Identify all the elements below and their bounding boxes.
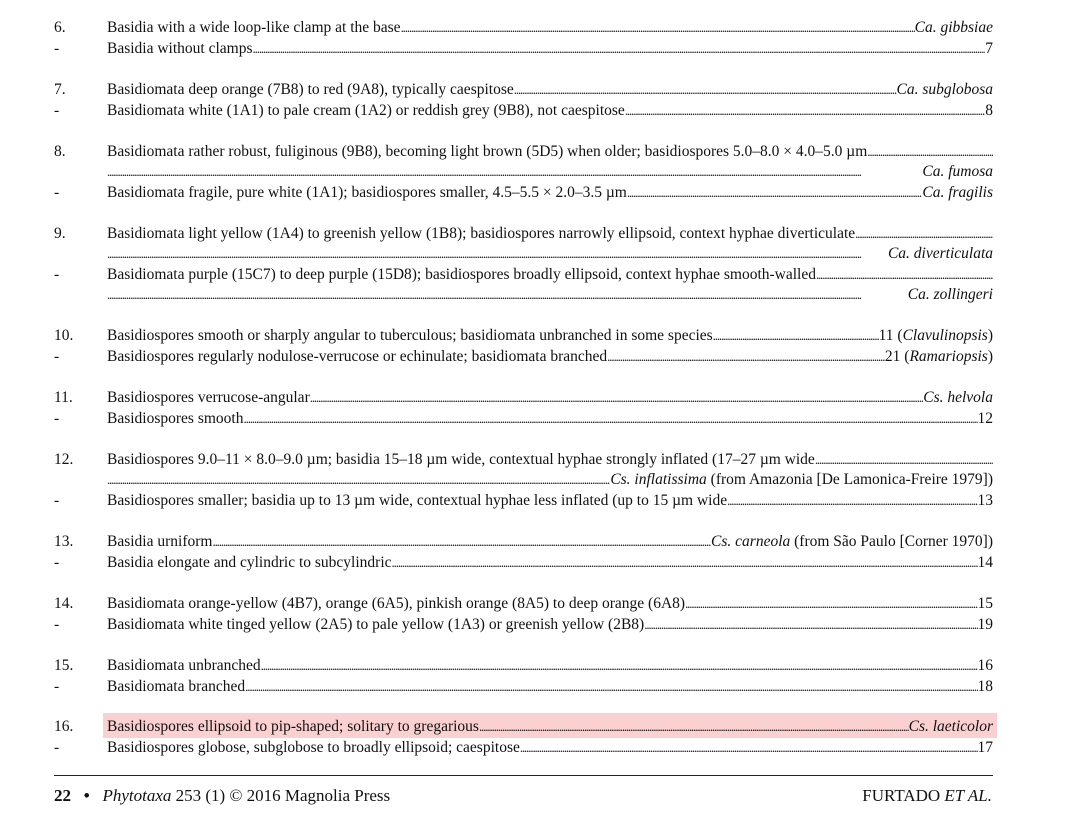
page-number: 22 bbox=[54, 786, 71, 805]
couplet-number: 7. bbox=[54, 81, 66, 98]
couplet-number: 8. bbox=[54, 143, 66, 160]
couplet-dash: - bbox=[54, 410, 60, 427]
key-lead: 10. Basidiospores smooth or sharply angular to tuberculous; basidiomata unbranched in some species . . . 11 (Clavulinopsis) bbox=[0, 325, 1085, 346]
key-lead: - Basidiomata purple (15C7) to deep purple (15D8); basidiospores broadly ellipsoid, context hyphae smooth-walled . . . bbox=[0, 264, 1085, 285]
key-lead: 12. Basidiospores 9.0–11 × 8.0–9.0 µm; basidia 15–18 µm wide, contextual hyphae strongly inflated (17–27 µm wide . . . bbox=[0, 449, 1085, 470]
lead-result: 14 bbox=[977, 554, 993, 571]
lead-result: 11 (Clavulinopsis) bbox=[878, 327, 993, 344]
footer-authors: FURTADO ET AL. bbox=[862, 786, 992, 805]
lead-result: Ca. zollingeri bbox=[907, 286, 993, 303]
couplet-number: 6. bbox=[54, 19, 66, 36]
couplet-dash: - bbox=[54, 678, 60, 695]
lead-result: Cs. laeticolor bbox=[908, 718, 993, 735]
key-lead-continuation bbox=[0, 161, 1085, 182]
couplet-number: 9. bbox=[54, 225, 66, 242]
couplet-number: 10. bbox=[54, 327, 74, 344]
key-lead: - Basidia elongate and cylindric to subcylindric . . . 14 bbox=[0, 552, 1085, 573]
couplet-dash: - bbox=[54, 739, 60, 756]
couplet-number: 14. bbox=[54, 595, 74, 612]
key-lead: 11. Basidiospores verrucose-angular . . . Cs. helvola bbox=[0, 387, 1085, 408]
couplet-dash: - bbox=[54, 348, 60, 365]
key-lead: - Basidiomata fragile, pure white (1A1); basidiospores smaller, 4.5–5.5 × 2.0–3.5 µm . . . Ca. fragilis bbox=[0, 182, 1085, 203]
couplet-number: 11. bbox=[54, 389, 73, 406]
key-lead-continuation bbox=[0, 469, 1085, 490]
key-lead: - Basidiomata white tinged yellow (2A5) to pale yellow (1A3) or greenish yellow (2B8) . . . 19 bbox=[0, 614, 1085, 635]
key-lead: - Basidiospores regularly nodulose-verrucose or echinulate; basidiomata branched . . . 21 (Ramariopsis) bbox=[0, 346, 1085, 367]
lead-result: 17 bbox=[977, 739, 993, 756]
lead-result: Ca. fumosa bbox=[922, 163, 993, 180]
lead-result: Ca. gibbsiae bbox=[914, 19, 993, 36]
key-lead-continuation bbox=[0, 284, 1085, 305]
couplet-dash: - bbox=[54, 554, 60, 571]
key-lead: 6. Basidia with a wide loop-like clamp at the base . . . Ca. gibbsiae bbox=[0, 17, 1085, 38]
couplet-dash: - bbox=[54, 184, 60, 201]
lead-result: Cs. inflatissima (from Amazonia [De Lamonica-Freire 1979]) bbox=[610, 471, 993, 488]
key-lead: - Basidiospores smooth . . . 12 bbox=[0, 408, 1085, 429]
footer-rule bbox=[54, 775, 993, 776]
couplet-number: 13. bbox=[54, 533, 74, 550]
lead-result: 15 bbox=[977, 595, 993, 612]
couplet-dash: - bbox=[54, 492, 60, 509]
lead-result: 19 bbox=[977, 616, 993, 633]
key-lead: - Basidiomata branched . . . 18 bbox=[0, 676, 1085, 697]
key-lead: 13. Basidia urniform . . . Cs. carneola (from São Paulo [Corner 1970]) bbox=[0, 531, 1085, 552]
key-lead: 7. Basidiomata deep orange (7B8) to red (9A8), typically caespitose . . . Ca. subglobosa bbox=[0, 79, 1085, 100]
lead-result: Cs. carneola (from São Paulo [Corner 1970]) bbox=[711, 533, 993, 550]
key-lead: - Basidia without clamps . . . 7 bbox=[0, 38, 1085, 59]
lead-result: Ca. diverticulata bbox=[887, 245, 993, 262]
key-lead: 14. Basidiomata orange-yellow (4B7), orange (6A5), pinkish orange (8A5) to deep orange (6A8) . . . 15 bbox=[0, 593, 1085, 614]
lead-result: 12 bbox=[977, 410, 993, 427]
lead-result: 7 bbox=[985, 40, 993, 57]
couplet-dash: - bbox=[54, 616, 60, 633]
footer-citation bbox=[54, 786, 390, 806]
lead-result: 21 (Ramariopsis) bbox=[884, 348, 993, 365]
key-lead: - Basidiospores smaller; basidia up to 13 µm wide, contextual hyphae less inflated (up to 15 µm wide . . . 13 bbox=[0, 490, 1085, 511]
couplet-number: 12. bbox=[54, 451, 74, 468]
key-lead: 8. Basidiomata rather robust, fuliginous (9B8), becoming light brown (5D5) when older; basidiospores 5.0–8.0 × 4.0–5.0 µm . . . bbox=[0, 141, 1085, 162]
couplet-number: 15. bbox=[54, 657, 74, 674]
journal-citation: 253 (1) © 2016 Magnolia Press bbox=[175, 786, 391, 805]
lead-result: Ca. fragilis bbox=[922, 184, 993, 201]
key-lead: - Basidiospores globose, subglobose to broadly ellipsoid; caespitose . . . 17 bbox=[0, 737, 1085, 758]
key-lead: 15. Basidiomata unbranched . . . 16 bbox=[0, 655, 1085, 676]
footer-bullet: • bbox=[83, 786, 90, 805]
lead-result: 16 bbox=[977, 657, 993, 674]
couplet-dash: - bbox=[54, 102, 60, 119]
key-lead: 16. Basidiospores ellipsoid to pip-shaped; solitary to gregarious . . . Cs. laeticolor bbox=[0, 716, 1085, 737]
key-lead: - Basidiomata white (1A1) to pale cream (1A2) or reddish grey (9B8), not caespitose . . . 8 bbox=[0, 100, 1085, 121]
lead-result: Ca. subglobosa bbox=[896, 81, 993, 98]
couplet-dash: - bbox=[54, 40, 60, 57]
couplet-number: 16. bbox=[54, 718, 74, 735]
key-lead: 9. Basidiomata light yellow (1A4) to greenish yellow (1B8); basidiospores narrowly ellipsoid, context hyphae diverticulate . . . bbox=[0, 223, 1085, 244]
lead-result: 18 bbox=[977, 678, 993, 695]
key-lead-continuation bbox=[0, 243, 1085, 264]
journal-name: Phytotaxa bbox=[102, 786, 172, 805]
lead-result: 8 bbox=[985, 102, 993, 119]
lead-result: Cs. helvola bbox=[923, 389, 993, 406]
couplet-dash: - bbox=[54, 266, 60, 283]
lead-result: 13 bbox=[977, 492, 993, 509]
